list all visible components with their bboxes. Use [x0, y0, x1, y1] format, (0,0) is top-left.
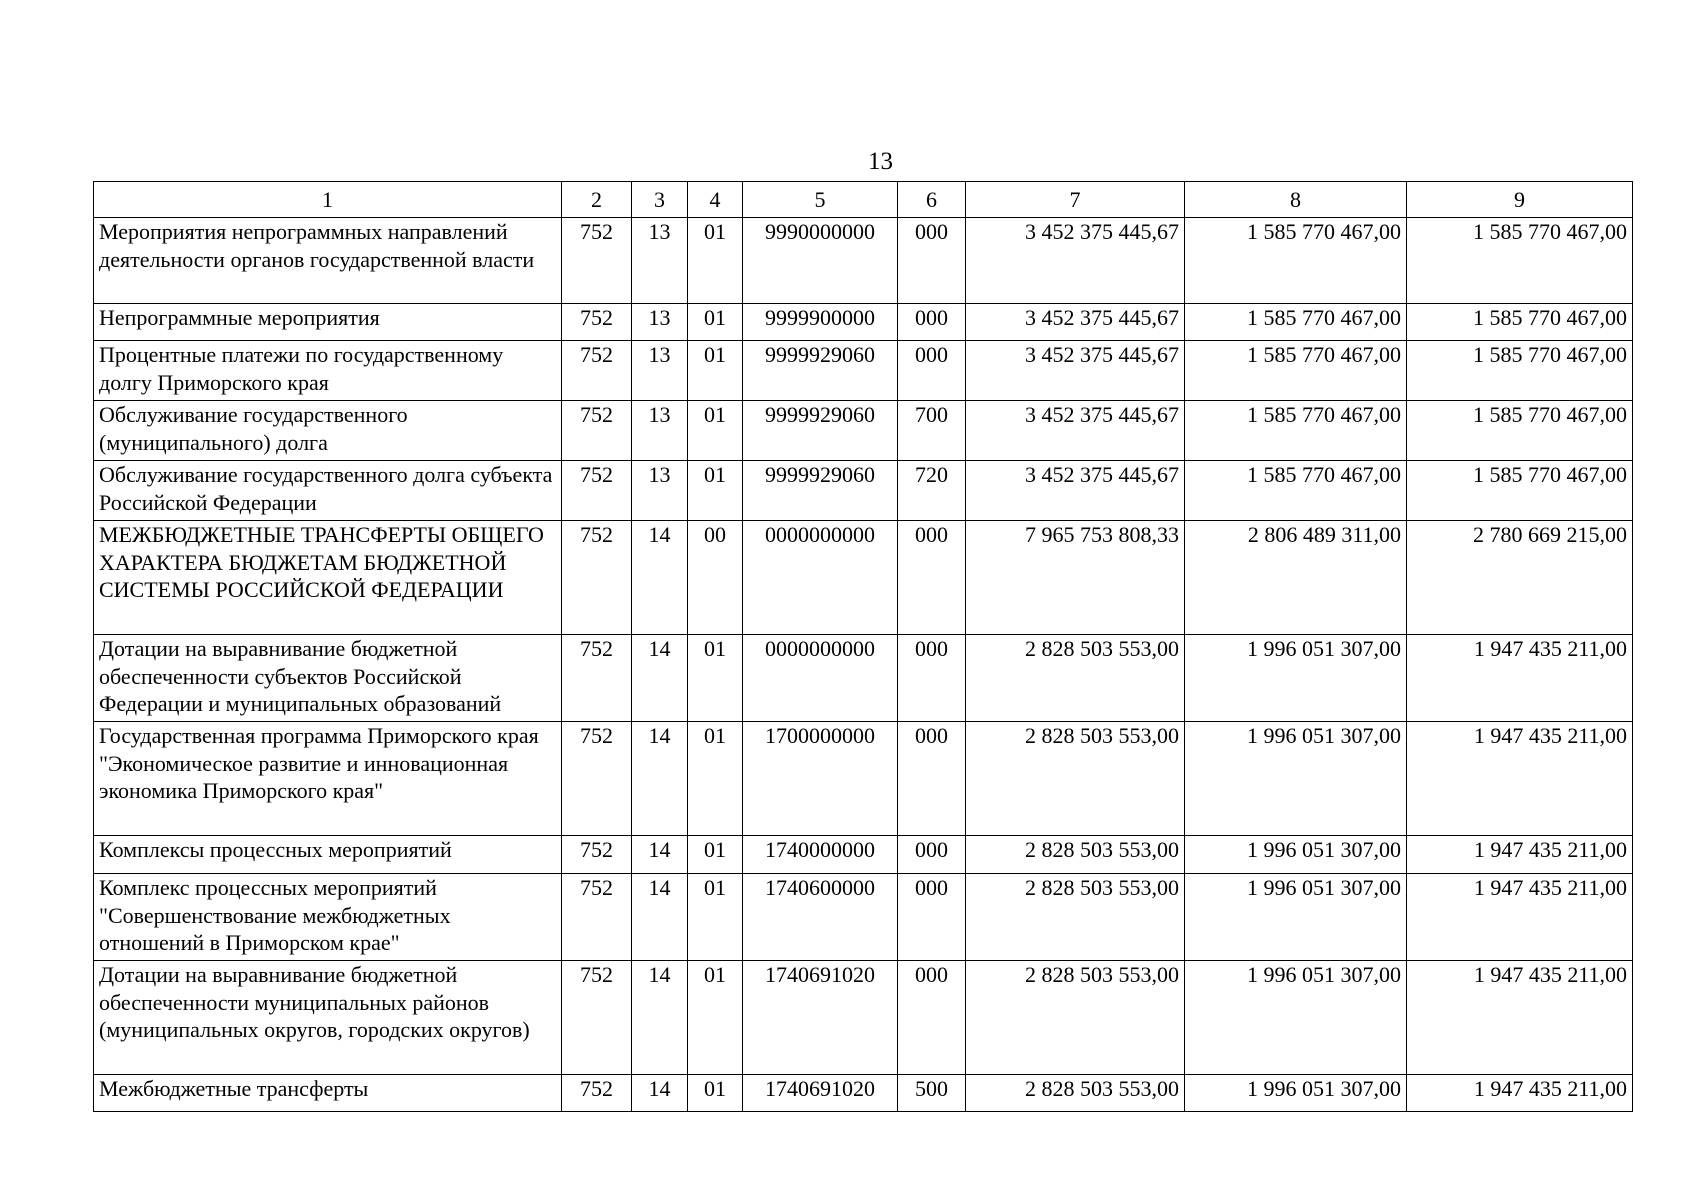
row-amount-9: 1 947 435 211,00	[1407, 836, 1633, 874]
row-code-3: 13	[632, 218, 688, 304]
row-code-6: 000	[898, 304, 966, 341]
row-amount-9: 1 585 770 467,00	[1407, 401, 1633, 461]
row-code-2: 752	[562, 635, 632, 722]
row-code-6: 720	[898, 461, 966, 521]
row-code-3: 13	[632, 304, 688, 341]
row-code-4: 01	[688, 1075, 743, 1112]
row-code-6: 000	[898, 635, 966, 722]
row-amount-9: 1 947 435 211,00	[1407, 722, 1633, 836]
row-amount-8: 1 996 051 307,00	[1185, 722, 1407, 836]
row-description: Комплекс процессных мероприятий "Совершенствование межбюджетных отношений в Приморском крае"	[94, 874, 562, 961]
column-header-4: 4	[688, 182, 743, 218]
row-code-6: 700	[898, 401, 966, 461]
column-header-2: 2	[562, 182, 632, 218]
row-code-5: 0000000000	[743, 635, 898, 722]
header-row	[94, 182, 1633, 218]
table-row	[94, 1075, 1633, 1112]
row-amount-9: 2 780 669 215,00	[1407, 521, 1633, 635]
row-description: МЕЖБЮДЖЕТНЫЕ ТРАНСФЕРТЫ ОБЩЕГО ХАРАКТЕРА БЮДЖЕТАМ БЮДЖЕТНОЙ СИСТЕМЫ РОССИЙСКОЙ ФЕДЕРАЦИИ	[94, 521, 562, 635]
row-code-3: 14	[632, 635, 688, 722]
row-code-5: 1740691020	[743, 961, 898, 1075]
row-code-4: 01	[688, 341, 743, 401]
row-code-5: 1740600000	[743, 874, 898, 961]
row-code-4: 01	[688, 874, 743, 961]
row-amount-8: 1 996 051 307,00	[1185, 874, 1407, 961]
page-number: 13	[868, 148, 893, 175]
row-code-2: 752	[562, 1075, 632, 1112]
row-code-4: 01	[688, 304, 743, 341]
row-code-2: 752	[562, 304, 632, 341]
row-code-5: 9999929060	[743, 401, 898, 461]
row-amount-7: 2 828 503 553,00	[966, 874, 1185, 961]
row-amount-8: 1 996 051 307,00	[1185, 1075, 1407, 1112]
row-code-5: 9990000000	[743, 218, 898, 304]
row-code-6: 000	[898, 836, 966, 874]
row-code-3: 13	[632, 341, 688, 401]
row-amount-7: 3 452 375 445,67	[966, 401, 1185, 461]
row-code-2: 752	[562, 461, 632, 521]
row-code-6: 000	[898, 722, 966, 836]
row-code-5: 1700000000	[743, 722, 898, 836]
row-amount-7: 2 828 503 553,00	[966, 836, 1185, 874]
row-code-4: 01	[688, 401, 743, 461]
column-header-9: 9	[1407, 182, 1633, 218]
row-code-2: 752	[562, 218, 632, 304]
row-code-4: 00	[688, 521, 743, 635]
row-amount-8: 1 996 051 307,00	[1185, 635, 1407, 722]
row-code-2: 752	[562, 722, 632, 836]
row-code-5: 9999929060	[743, 341, 898, 401]
row-code-2: 752	[562, 961, 632, 1075]
row-code-3: 13	[632, 461, 688, 521]
table-row	[94, 836, 1633, 874]
row-amount-7: 7 965 753 808,33	[966, 521, 1185, 635]
row-code-3: 14	[632, 961, 688, 1075]
row-code-2: 752	[562, 401, 632, 461]
row-description: Государственная программа Приморского края "Экономическое развитие и инновационная экономика Приморского края"	[94, 722, 562, 836]
row-amount-7: 2 828 503 553,00	[966, 1075, 1185, 1112]
row-code-4: 01	[688, 961, 743, 1075]
row-amount-7: 3 452 375 445,67	[966, 341, 1185, 401]
row-code-5: 0000000000	[743, 521, 898, 635]
column-header-7: 7	[966, 182, 1185, 218]
row-code-6: 000	[898, 521, 966, 635]
row-amount-9: 1 585 770 467,00	[1407, 218, 1633, 304]
row-code-3: 14	[632, 836, 688, 874]
row-amount-7: 2 828 503 553,00	[966, 722, 1185, 836]
table-row	[94, 461, 1633, 521]
row-code-2: 752	[562, 836, 632, 874]
row-amount-9: 1 585 770 467,00	[1407, 304, 1633, 341]
row-description: Дотации на выравнивание бюджетной обеспеченности субъектов Российской Федерации и муниципальных образований	[94, 635, 562, 722]
row-description: Процентные платежи по государственному долгу Приморского края	[94, 341, 562, 401]
row-amount-9: 1 947 435 211,00	[1407, 874, 1633, 961]
row-code-6: 000	[898, 218, 966, 304]
row-description: Дотации на выравнивание бюджетной обеспеченности муниципальных районов (муниципальных округов, городских округов)	[94, 961, 562, 1075]
row-amount-7: 3 452 375 445,67	[966, 461, 1185, 521]
row-amount-8: 1 585 770 467,00	[1185, 461, 1407, 521]
row-description: Мероприятия непрограммных направлений деятельности органов государственной власти	[94, 218, 562, 304]
row-code-2: 752	[562, 341, 632, 401]
column-header-1: 1	[94, 182, 562, 218]
row-description: Непрограммные мероприятия	[94, 304, 562, 341]
column-header-3: 3	[632, 182, 688, 218]
table-row	[94, 722, 1633, 836]
table-row	[94, 874, 1633, 961]
table-row	[94, 218, 1633, 304]
table-row	[94, 304, 1633, 341]
row-amount-9: 1 947 435 211,00	[1407, 635, 1633, 722]
row-description: Межбюджетные трансферты	[94, 1075, 562, 1112]
row-description: Обслуживание государственного (муниципального) долга	[94, 401, 562, 461]
table-row	[94, 961, 1633, 1075]
row-amount-7: 3 452 375 445,67	[966, 218, 1185, 304]
row-code-6: 000	[898, 341, 966, 401]
row-code-3: 14	[632, 521, 688, 635]
row-code-3: 13	[632, 401, 688, 461]
row-code-2: 752	[562, 874, 632, 961]
row-code-5: 9999900000	[743, 304, 898, 341]
row-amount-8: 2 806 489 311,00	[1185, 521, 1407, 635]
row-amount-9: 1 585 770 467,00	[1407, 461, 1633, 521]
column-header-8: 8	[1185, 182, 1407, 218]
table-row	[94, 341, 1633, 401]
row-amount-7: 2 828 503 553,00	[966, 635, 1185, 722]
row-code-2: 752	[562, 521, 632, 635]
row-amount-7: 2 828 503 553,00	[966, 961, 1185, 1075]
column-header-6: 6	[898, 182, 966, 218]
row-code-4: 01	[688, 461, 743, 521]
row-description: Обслуживание государственного долга субъекта Российской Федерации	[94, 461, 562, 521]
row-code-6: 000	[898, 961, 966, 1075]
row-code-5: 9999929060	[743, 461, 898, 521]
row-code-5: 1740000000	[743, 836, 898, 874]
row-code-4: 01	[688, 635, 743, 722]
row-code-3: 14	[632, 874, 688, 961]
row-amount-8: 1 585 770 467,00	[1185, 218, 1407, 304]
row-amount-8: 1 585 770 467,00	[1185, 401, 1407, 461]
row-amount-8: 1 996 051 307,00	[1185, 836, 1407, 874]
table-row	[94, 635, 1633, 722]
row-amount-7: 3 452 375 445,67	[966, 304, 1185, 341]
row-code-3: 14	[632, 1075, 688, 1112]
budget-table	[93, 181, 1633, 1112]
table-row	[94, 401, 1633, 461]
row-code-3: 14	[632, 722, 688, 836]
row-amount-9: 1 947 435 211,00	[1407, 961, 1633, 1075]
row-code-4: 01	[688, 722, 743, 836]
row-amount-8: 1 585 770 467,00	[1185, 341, 1407, 401]
row-amount-9: 1 585 770 467,00	[1407, 341, 1633, 401]
row-amount-8: 1 585 770 467,00	[1185, 304, 1407, 341]
row-code-5: 1740691020	[743, 1075, 898, 1112]
row-code-4: 01	[688, 218, 743, 304]
table-row	[94, 521, 1633, 635]
row-amount-9: 1 947 435 211,00	[1407, 1075, 1633, 1112]
row-code-6: 500	[898, 1075, 966, 1112]
row-code-6: 000	[898, 874, 966, 961]
row-description: Комплексы процессных мероприятий	[94, 836, 562, 874]
column-header-5: 5	[743, 182, 898, 218]
row-amount-8: 1 996 051 307,00	[1185, 961, 1407, 1075]
row-code-4: 01	[688, 836, 743, 874]
